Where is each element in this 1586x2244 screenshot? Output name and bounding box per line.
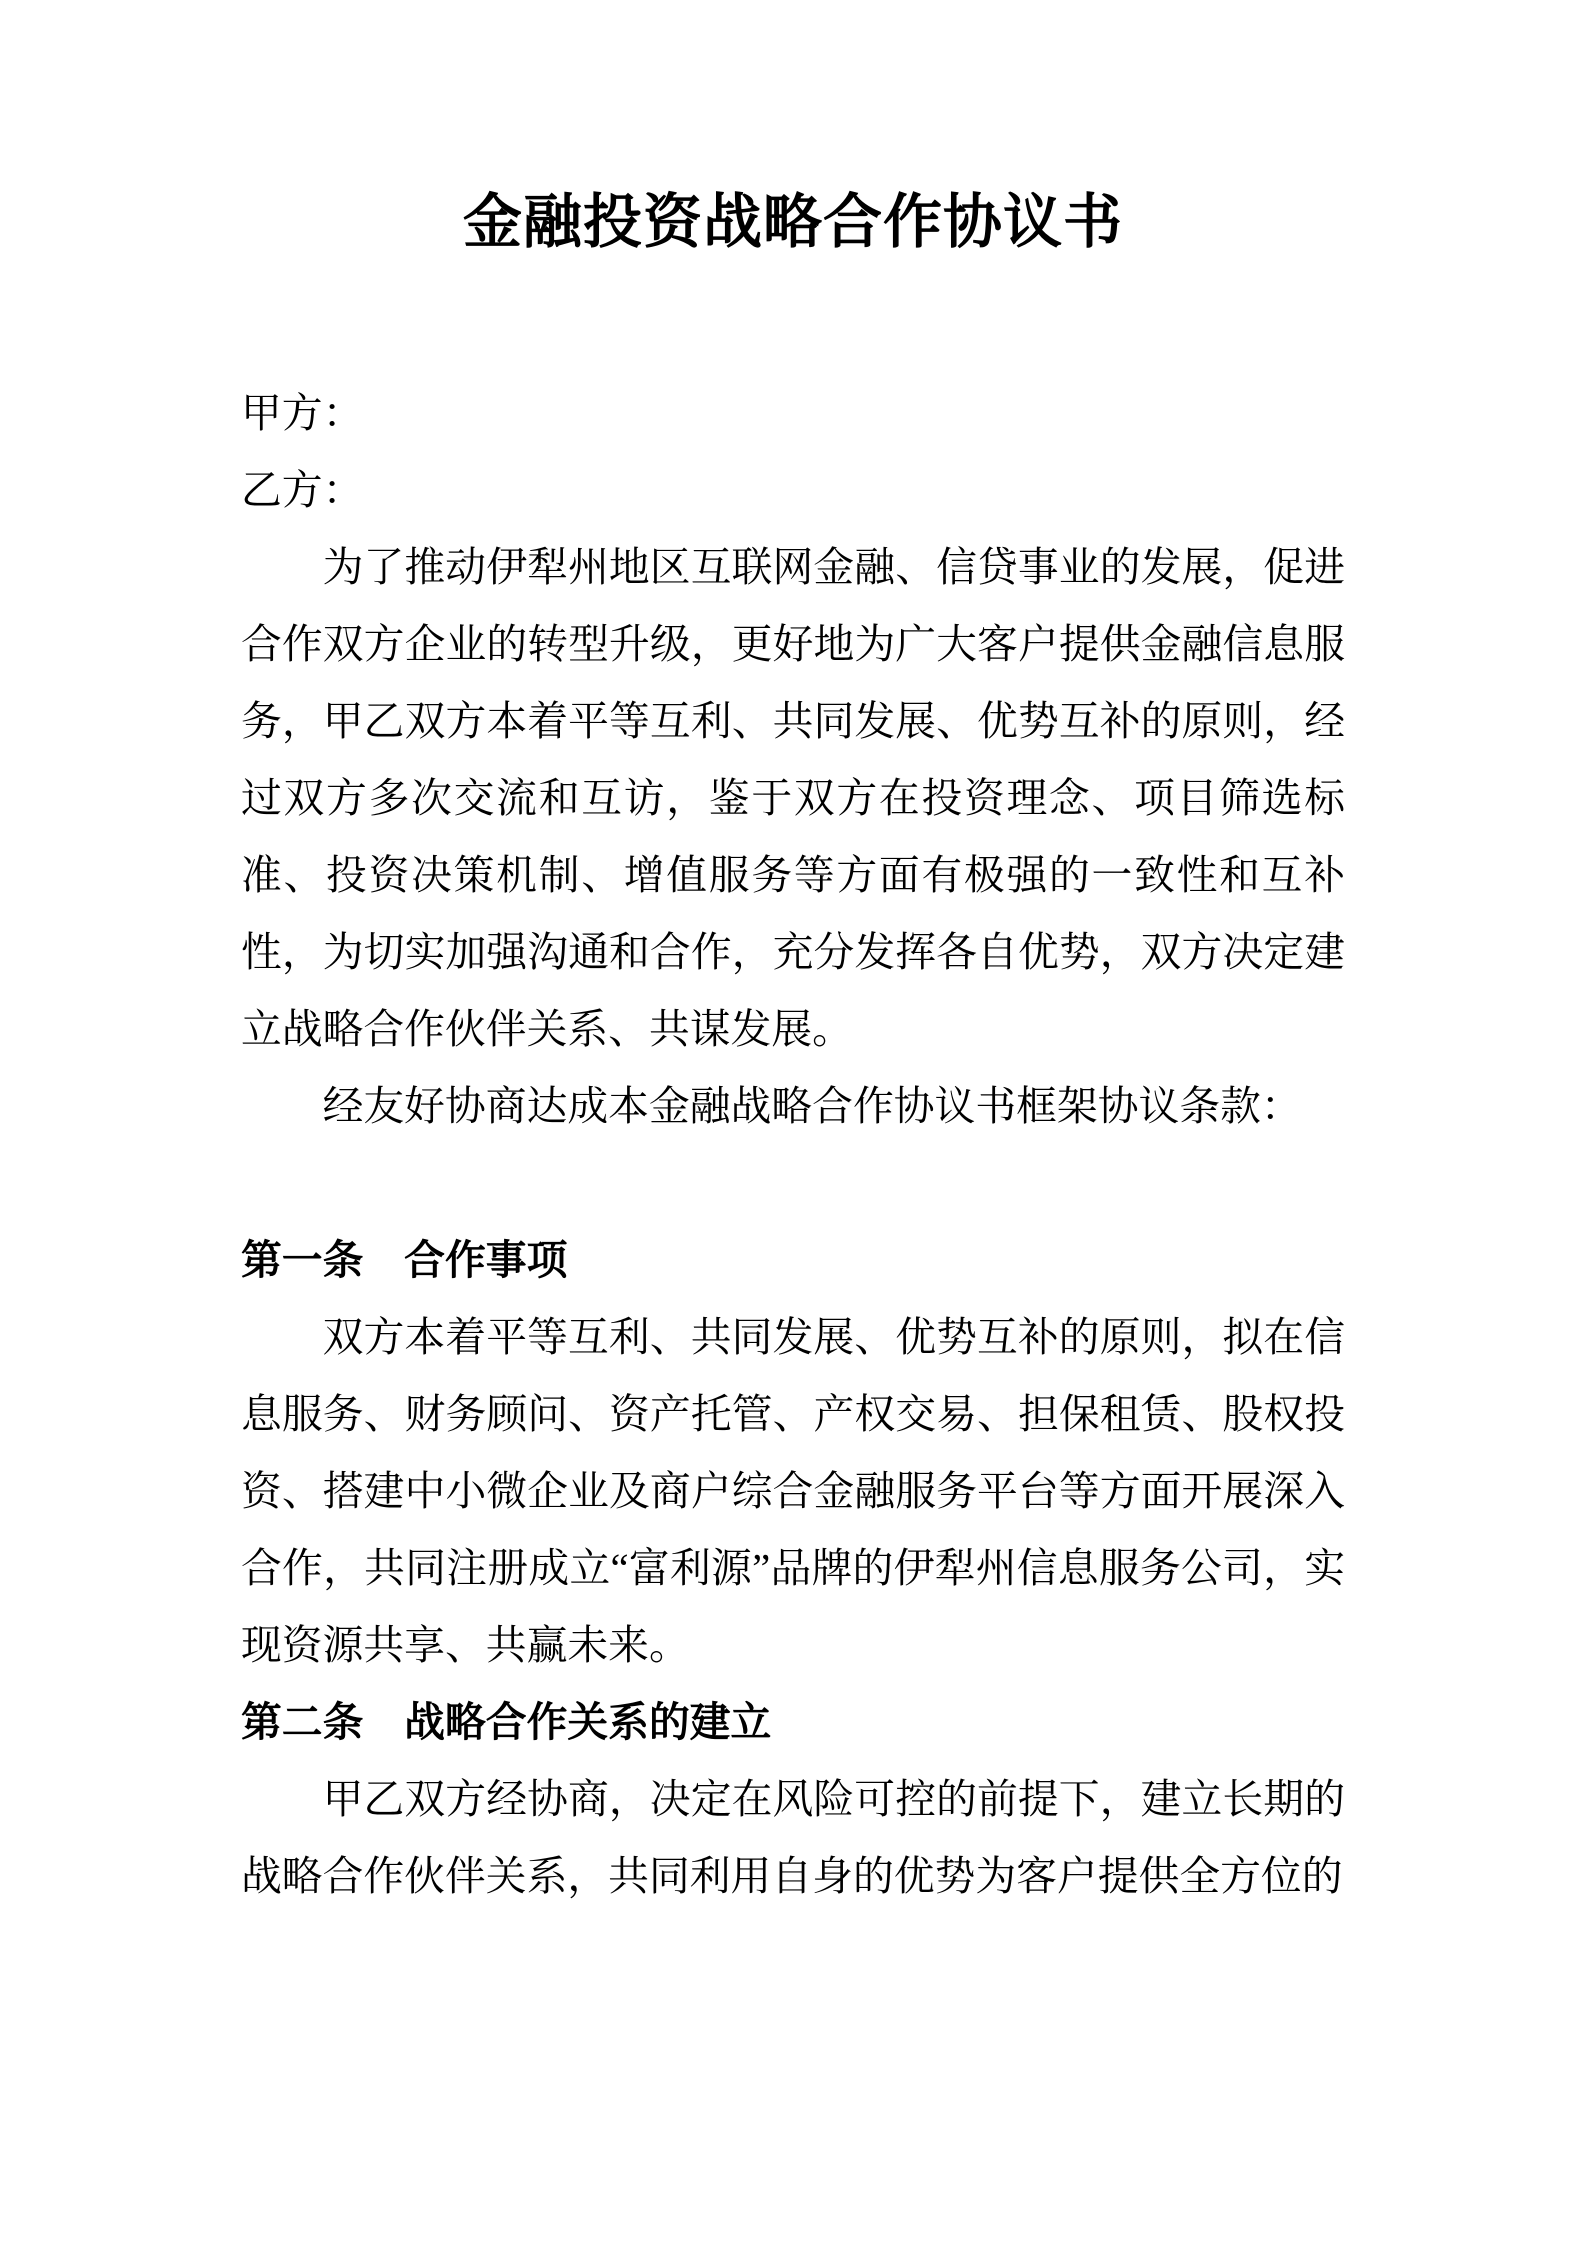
document-content <box>0 172 1586 1915</box>
blank-line-spacer <box>241 1145 1345 1222</box>
document-title: 金融投资战略合作协议书 <box>462 189 1123 255</box>
article-2-paragraph: 甲乙双方经协商，决定在风险可控的前提下，建立长期的战略合作伙伴关系，共同利用自身的优势为客户提供全方位的 <box>241 1777 1345 1899</box>
article-2-heading: 第二条 战略合作关系的建立 <box>241 1700 772 1745</box>
preamble-paragraph: 为了推动伊犁州地区互联网金融、信贷事业的发展，促进合作双方企业的转型升级，更好地为广大客户提供金融信息服务，甲乙双方本着平等互利、共同发展、优势互补的原则，经过双方多次交流和互访，鉴于双方在投资理念、项目筛选标准、投资决策机制、增值服务等方面有极强的一致性和互补性，为切实加强沟通和合作，充分发挥各自优势，双方决定建立战略合作伙伴关系、共谋发展。 <box>241 545 1345 1052</box>
party-a-line: 甲方： <box>241 391 364 436</box>
article-1-heading: 第一条 合作事项 <box>241 1238 568 1283</box>
article-1-paragraph: 双方本着平等互利、共同发展、优势互补的原则，拟在信息服务、财务顾问、资产托管、产权交易、担保租赁、股权投资、搭建中小微企业及商户综合金融服务平台等方面开展深入合作，共同注册成立“富利源”品牌的伊犁州信息服务公司，实现资源共享、共赢未来。 <box>241 1315 1345 1668</box>
party-b-line: 乙方： <box>241 468 364 513</box>
framework-intro-line: 经友好协商达成本金融战略合作协议书框架协议条款： <box>322 1084 1302 1129</box>
